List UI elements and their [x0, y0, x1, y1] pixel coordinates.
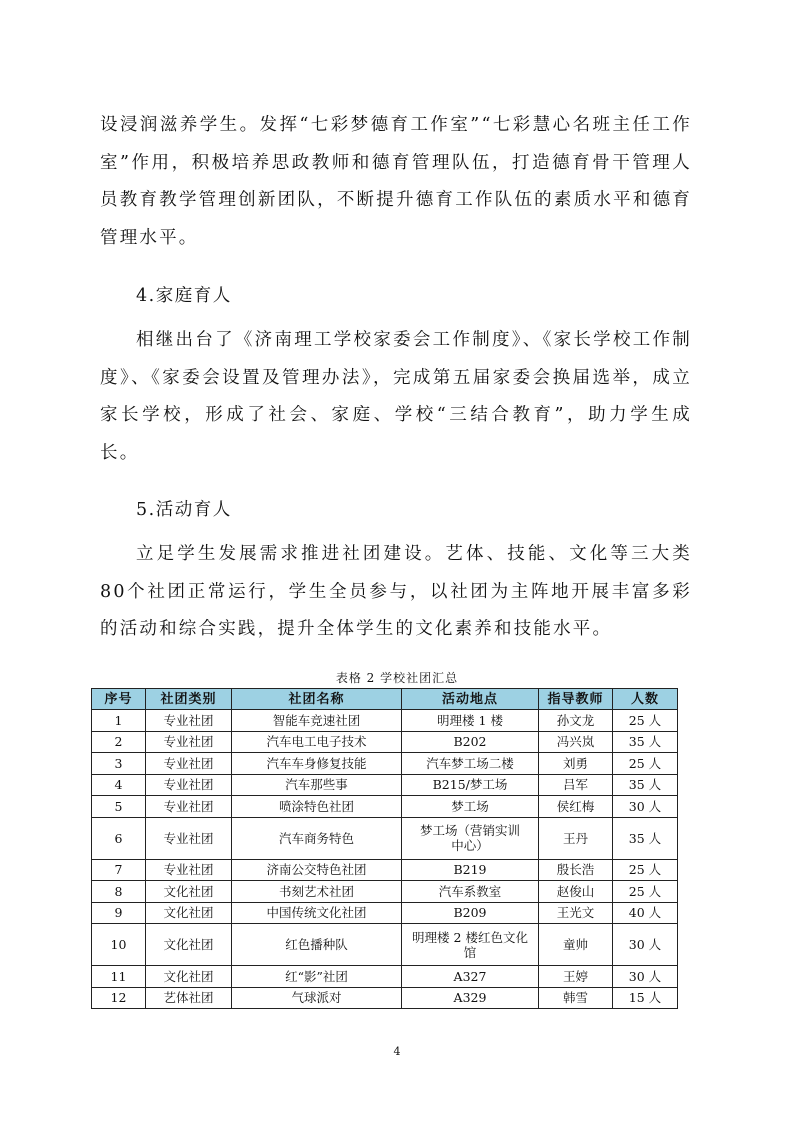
header-cell: 活动地点 [402, 689, 539, 710]
table-cell: 汽车梦工场二楼 [402, 753, 539, 775]
table-cell: 专业社团 [146, 774, 232, 796]
table-cell: 35 人 [613, 731, 678, 753]
table-cell: 专业社团 [146, 796, 232, 818]
section-heading-family: 4.家庭育人 [136, 286, 232, 306]
table-cell: 专业社团 [146, 710, 232, 732]
table-cell: 25 人 [613, 710, 678, 732]
table-cell: 12 [92, 987, 146, 1009]
table-cell: 文化社团 [146, 924, 232, 966]
table-cell: 气球派对 [232, 987, 402, 1009]
header-cell: 指导教师 [539, 689, 613, 710]
table-cell: 明理楼 1 楼 [402, 710, 539, 732]
table-cell: 5 [92, 796, 146, 818]
table-cell: A327 [402, 966, 539, 988]
table-row [92, 731, 678, 753]
table-cell: 7 [92, 859, 146, 881]
table-row [92, 753, 678, 775]
header-cell: 社团类别 [146, 689, 232, 710]
table-cell: 汽车电工电子技术 [232, 731, 402, 753]
table-cell: 中国传统文化社团 [232, 902, 402, 924]
table-cell: 9 [92, 902, 146, 924]
table-row [92, 987, 678, 1009]
table-cell: 30 人 [613, 796, 678, 818]
table-cell: 4 [92, 774, 146, 796]
table-cell: 专业社团 [146, 817, 232, 859]
table-cell: 15 人 [613, 987, 678, 1009]
table-cell: 王光文 [539, 902, 613, 924]
table-cell: 专业社团 [146, 753, 232, 775]
table-row [92, 710, 678, 732]
table-cell: 25 人 [613, 881, 678, 903]
table-cell: 梦工场（营销实训中心） [402, 817, 539, 859]
table-row [92, 902, 678, 924]
table-cell: 25 人 [613, 753, 678, 775]
table-cell: 红色播种队 [232, 924, 402, 966]
table-cell: 文化社团 [146, 966, 232, 988]
table-row [92, 924, 678, 966]
table-row [92, 881, 678, 903]
page-number: 4 [393, 1045, 401, 1058]
table-cell: 2 [92, 731, 146, 753]
table-cell: 喷涂特色社团 [232, 796, 402, 818]
table-cell: 8 [92, 881, 146, 903]
section-heading-activities: 5.活动育人 [136, 500, 232, 520]
table-row [92, 859, 678, 881]
table-cell: 梦工场 [402, 796, 539, 818]
table-cell: 智能车竞速社团 [232, 710, 402, 732]
table-cell: 冯兴岚 [539, 731, 613, 753]
paragraph-family-education: 相继出台了《济南理工学校家委会工作制度》、《家长学校工作制度》、《家委会设置及管理办法》，完成第五届家委会换届选举，成立家长学校，形成了社会、家庭、学校“三结合教育”，助力学生成长。 [100, 330, 692, 463]
table-cell: 侯红梅 [539, 796, 613, 818]
table-cell: 刘勇 [539, 753, 613, 775]
table-cell: 汽车系教室 [402, 881, 539, 903]
table-caption: 表格 2 学校社团汇总 [335, 671, 459, 685]
table-cell: 孙文龙 [539, 710, 613, 732]
table-cell: 汽车那些事 [232, 774, 402, 796]
table-cell: 25 人 [613, 859, 678, 881]
table-cell: A329 [402, 987, 539, 1009]
table-cell: B219 [402, 859, 539, 881]
header-cell: 序号 [92, 689, 146, 710]
table-cell: 专业社团 [146, 731, 232, 753]
club-summary-table [91, 688, 678, 1009]
table-cell: 艺体社团 [146, 987, 232, 1009]
table-cell: 专业社团 [146, 859, 232, 881]
table-cell: 文化社团 [146, 902, 232, 924]
paragraph-moral-education: 设浸润滋养学生。发挥“七彩梦德育工作室”“七彩慧心名班主任工作室”作用，积极培养思政教师和德育管理队伍，打造德育骨干管理人员教育教学管理创新团队，不断提升德育工作队伍的素质水平和德育管理水平。 [100, 115, 692, 248]
paragraph-activity-education: 立足学生发展需求推进社团建设。艺体、技能、文化等三大类80个社团正常运行，学生全员参与，以社团为主阵地开展丰富多彩的活动和综合实践，提升全体学生的文化素养和技能水平。 [100, 544, 692, 639]
table-cell: B209 [402, 902, 539, 924]
table-cell: 11 [92, 966, 146, 988]
table-header-row [92, 689, 678, 710]
table-cell: 35 人 [613, 817, 678, 859]
table-cell: 韩雪 [539, 987, 613, 1009]
table-cell: 40 人 [613, 902, 678, 924]
table-cell: 汽车商务特色 [232, 817, 402, 859]
table-cell: 30 人 [613, 966, 678, 988]
table-row [92, 966, 678, 988]
table-cell: 王婷 [539, 966, 613, 988]
table-cell: 红“影”社团 [232, 966, 402, 988]
header-cell: 社团名称 [232, 689, 402, 710]
table-row [92, 817, 678, 859]
table-cell: 1 [92, 710, 146, 732]
table-cell: 3 [92, 753, 146, 775]
table-cell: 文化社团 [146, 881, 232, 903]
table-cell: 王丹 [539, 817, 613, 859]
table-cell: 书刻艺术社团 [232, 881, 402, 903]
table-cell: B215/梦工场 [402, 774, 539, 796]
table-cell: 济南公交特色社团 [232, 859, 402, 881]
table-row [92, 774, 678, 796]
table-cell: 35 人 [613, 774, 678, 796]
table-row [92, 796, 678, 818]
table-cell: B202 [402, 731, 539, 753]
table-cell: 6 [92, 817, 146, 859]
table-cell: 赵俊山 [539, 881, 613, 903]
table-cell: 殷长浩 [539, 859, 613, 881]
table-cell: 明理楼 2 楼红色文化馆 [402, 924, 539, 966]
table-cell: 童帅 [539, 924, 613, 966]
header-cell: 人数 [613, 689, 678, 710]
table-cell: 30 人 [613, 924, 678, 966]
table-cell: 10 [92, 924, 146, 966]
table-cell: 汽车车身修复技能 [232, 753, 402, 775]
table-cell: 吕军 [539, 774, 613, 796]
